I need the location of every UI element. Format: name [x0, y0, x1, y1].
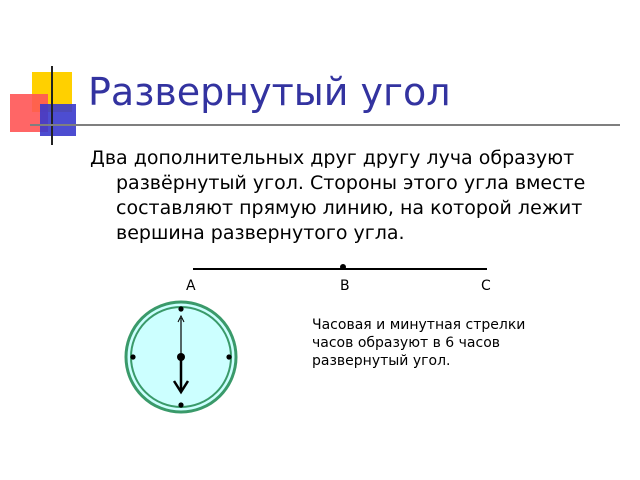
clock-caption: Часовая и минутная стрелки часов образуют в 6 часов развернутый угол.: [312, 317, 526, 369]
clock-mark-9: [130, 354, 135, 359]
point-label-b: B: [340, 278, 350, 294]
slide-body-text: Два дополнительных друг другу луча образуют развёрнутый угол. Стороны этого угла вместе составляют прямую линию, на которой лежит вершина развернутого угла.: [90, 147, 586, 244]
clock-mark-3: [226, 354, 231, 359]
clock-mark-6: [178, 402, 183, 407]
vertex-point: [340, 264, 346, 270]
clock-mark-12: [178, 306, 183, 311]
point-label-a: A: [186, 278, 196, 294]
point-label-c: C: [481, 278, 491, 294]
slide-title: Развернутый угол: [88, 70, 451, 114]
clock-icon: [126, 302, 236, 412]
